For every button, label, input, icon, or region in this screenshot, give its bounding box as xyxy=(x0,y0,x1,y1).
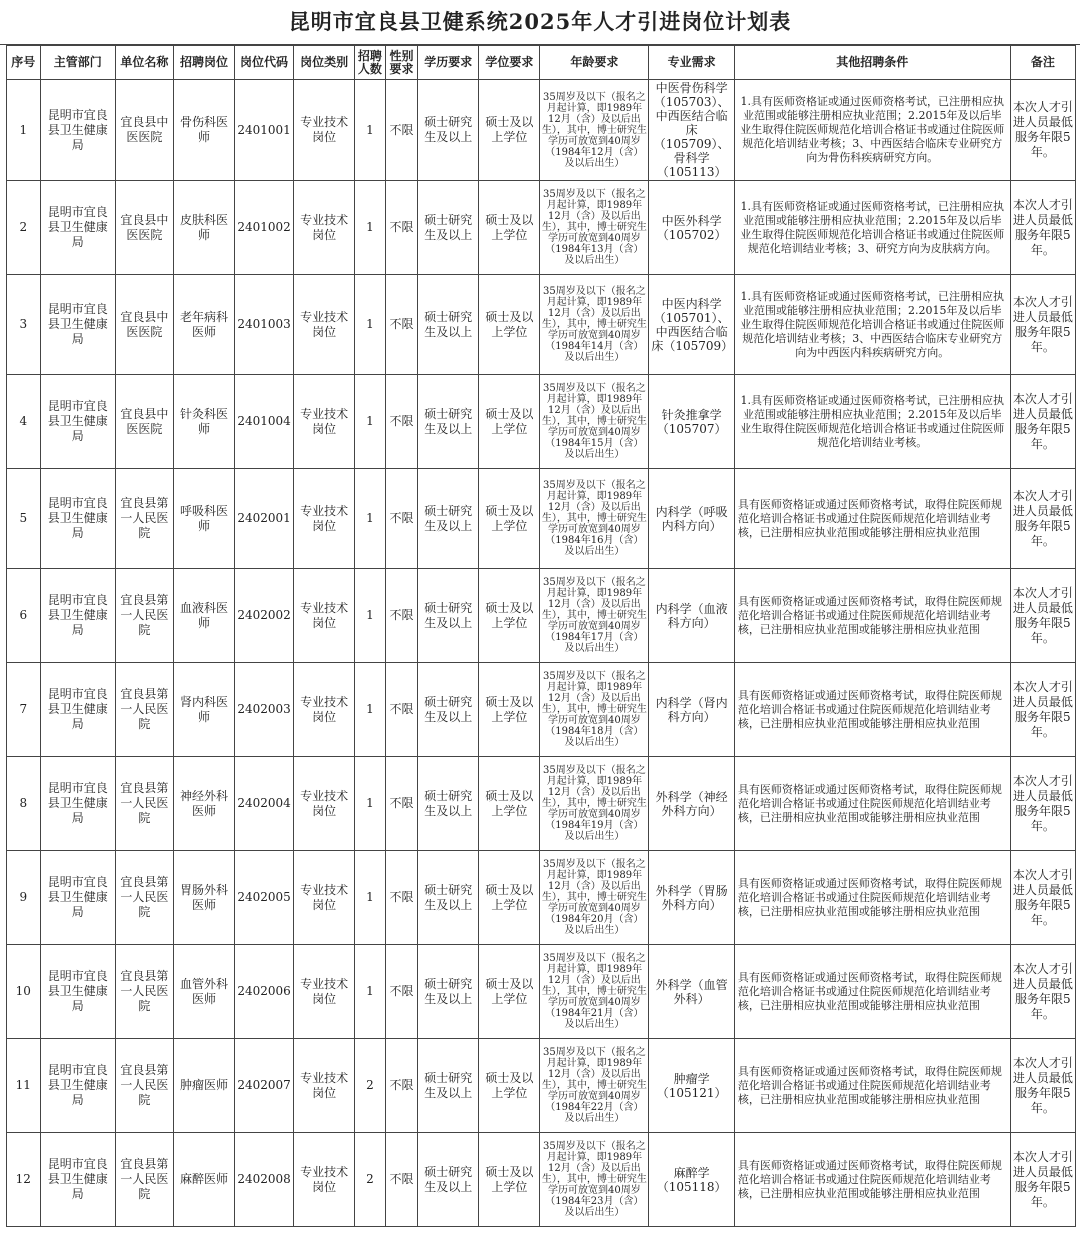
cell-post: 胃肠外科医师 xyxy=(173,851,234,945)
table-row xyxy=(7,569,1076,663)
cell-degree: 硕士及以上学位 xyxy=(479,469,540,569)
cell-gender: 不限 xyxy=(385,569,418,663)
cell-count: 2 xyxy=(355,1039,386,1133)
cell-age: 35周岁及以下（报名之月起计算，即1989年12月（含）及以后出生），其中，博士研究生学历可放宽到40周岁（1984年19月（含）及以后出生） xyxy=(540,757,649,851)
cell-other: 具有医师资格证或通过医师资格考试，取得住院医师规范化培训合格证书或通过住院医师规范化培训结业考核，已注册相应执业范围或能够注册相应执业范围 xyxy=(734,1133,1010,1227)
header-col-note: 备注 xyxy=(1010,46,1075,80)
cell-major: 中医骨伤科学（105703）、中西医结合临床（105709）、骨科学（105113） xyxy=(649,80,735,181)
cell-post: 血液科医师 xyxy=(173,569,234,663)
header-col-age: 年龄要求 xyxy=(540,46,649,80)
cell-code: 2402006 xyxy=(235,945,294,1039)
cell-unit: 宜良县中医医院 xyxy=(115,375,173,469)
cell-count: 1 xyxy=(355,181,386,275)
cell-note: 本次人才引进人员最低服务年限5年。 xyxy=(1010,569,1075,663)
cell-dept: 昆明市宜良县卫生健康局 xyxy=(40,757,115,851)
cell-major: 内科学（血液科方向） xyxy=(649,569,735,663)
table-row xyxy=(7,469,1076,569)
header-col-category: 岗位类别 xyxy=(294,46,355,80)
cell-code: 2402002 xyxy=(235,569,294,663)
cell-major: 麻醉学（105118） xyxy=(649,1133,735,1227)
cell-category: 专业技术岗位 xyxy=(294,181,355,275)
cell-code: 2402004 xyxy=(235,757,294,851)
cell-age: 35周岁及以下（报名之月起计算，即1989年12月（含）及以后出生），其中，博士研究生学历可放宽到40周岁（1984年14月（含）及以后出生） xyxy=(540,275,649,375)
cell-no: 10 xyxy=(7,945,41,1039)
cell-code: 2401004 xyxy=(235,375,294,469)
cell-unit: 宜良县第一人民医院 xyxy=(115,469,173,569)
cell-degree: 硕士及以上学位 xyxy=(479,663,540,757)
cell-post: 皮肤科医师 xyxy=(173,181,234,275)
cell-other: 1.具有医师资格证或通过医师资格考试，已注册相应执业范围或能够注册相应执业范围；2.2015年及以后毕业生取得住院医师规范化培训合格证书或通过住院医师规范化培训结业考核；3、中西医结合临床专业研究方向为中西医内科疾病研究方向。 xyxy=(734,275,1010,375)
cell-code: 2401001 xyxy=(235,80,294,181)
cell-no: 1 xyxy=(7,80,41,181)
cell-gender: 不限 xyxy=(385,851,418,945)
cell-other: 1.具有医师资格证或通过医师资格考试，已注册相应执业范围或能够注册相应执业范围；2.2015年及以后毕业生取得住院医师规范化培训合格证书或通过住院医师规范化培训结业考核；3、研究方向为皮肤病方向。 xyxy=(734,181,1010,275)
cell-degree: 硕士及以上学位 xyxy=(479,569,540,663)
cell-post: 骨伤科医师 xyxy=(173,80,234,181)
cell-dept: 昆明市宜良县卫生健康局 xyxy=(40,569,115,663)
cell-degree: 硕士及以上学位 xyxy=(479,945,540,1039)
cell-gender: 不限 xyxy=(385,1133,418,1227)
cell-category: 专业技术岗位 xyxy=(294,663,355,757)
cell-other: 具有医师资格证或通过医师资格考试，取得住院医师规范化培训合格证书或通过住院医师规范化培训结业考核，已注册相应执业范围或能够注册相应执业范围 xyxy=(734,945,1010,1039)
cell-other: 具有医师资格证或通过医师资格考试，取得住院医师规范化培训合格证书或通过住院医师规范化培训结业考核，已注册相应执业范围或能够注册相应执业范围 xyxy=(734,757,1010,851)
cell-post: 呼吸科医师 xyxy=(173,469,234,569)
cell-degree: 硕士及以上学位 xyxy=(479,1133,540,1227)
cell-major: 肿瘤学（105121） xyxy=(649,1039,735,1133)
job-plan-table xyxy=(6,45,1076,1227)
cell-post: 肿瘤医师 xyxy=(173,1039,234,1133)
cell-note: 本次人才引进人员最低服务年限5年。 xyxy=(1010,469,1075,569)
cell-dept: 昆明市宜良县卫生健康局 xyxy=(40,80,115,181)
cell-unit: 宜良县中医医院 xyxy=(115,275,173,375)
cell-category: 专业技术岗位 xyxy=(294,80,355,181)
cell-major: 内科学（呼吸内科方向） xyxy=(649,469,735,569)
cell-edu: 硕士研究生及以上 xyxy=(418,80,479,181)
cell-count: 1 xyxy=(355,275,386,375)
cell-note: 本次人才引进人员最低服务年限5年。 xyxy=(1010,275,1075,375)
cell-note: 本次人才引进人员最低服务年限5年。 xyxy=(1010,181,1075,275)
cell-category: 专业技术岗位 xyxy=(294,569,355,663)
cell-age: 35周岁及以下（报名之月起计算，即1989年12月（含）及以后出生），其中，博士研究生学历可放宽到40周岁（1984年20月（含）及以后出生） xyxy=(540,851,649,945)
cell-unit: 宜良县第一人民医院 xyxy=(115,569,173,663)
cell-post: 麻醉医师 xyxy=(173,1133,234,1227)
cell-dept: 昆明市宜良县卫生健康局 xyxy=(40,1133,115,1227)
cell-degree: 硕士及以上学位 xyxy=(479,757,540,851)
cell-major: 外科学（胃肠外科方向） xyxy=(649,851,735,945)
cell-age: 35周岁及以下（报名之月起计算，即1989年12月（含）及以后出生），其中，博士研究生学历可放宽到40周岁（1984年21月（含）及以后出生） xyxy=(540,945,649,1039)
cell-no: 2 xyxy=(7,181,41,275)
cell-degree: 硕士及以上学位 xyxy=(479,275,540,375)
cell-unit: 宜良县第一人民医院 xyxy=(115,1039,173,1133)
cell-note: 本次人才引进人员最低服务年限5年。 xyxy=(1010,1039,1075,1133)
cell-age: 35周岁及以下（报名之月起计算，即1989年12月（含）及以后出生），其中，博士研究生学历可放宽到40周岁（1984年16月（含）及以后出生） xyxy=(540,469,649,569)
table-row xyxy=(7,181,1076,275)
cell-other: 1.具有医师资格证或通过医师资格考试，已注册相应执业范围或能够注册相应执业范围；2.2015年及以后毕业生取得住院医师规范化培训合格证书或通过住院医师规范化培训结业考核。 xyxy=(734,375,1010,469)
cell-no: 12 xyxy=(7,1133,41,1227)
table-body xyxy=(7,80,1076,1227)
cell-age: 35周岁及以下（报名之月起计算，即1989年12月（含）及以后出生），其中，博士研究生学历可放宽到40周岁（1984年23月（含）及以后出生） xyxy=(540,1133,649,1227)
cell-other: 具有医师资格证或通过医师资格考试，取得住院医师规范化培训合格证书或通过住院医师规范化培训结业考核，已注册相应执业范围或能够注册相应执业范围 xyxy=(734,1039,1010,1133)
cell-age: 35周岁及以下（报名之月起计算，即1989年12月（含）及以后出生），其中，博士研究生学历可放宽到40周岁（1984年17月（含）及以后出生） xyxy=(540,569,649,663)
cell-edu: 硕士研究生及以上 xyxy=(418,663,479,757)
cell-edu: 硕士研究生及以上 xyxy=(418,569,479,663)
cell-category: 专业技术岗位 xyxy=(294,1039,355,1133)
cell-no: 11 xyxy=(7,1039,41,1133)
cell-note: 本次人才引进人员最低服务年限5年。 xyxy=(1010,1133,1075,1227)
header-col-unit: 单位名称 xyxy=(115,46,173,80)
cell-unit: 宜良县第一人民医院 xyxy=(115,945,173,1039)
cell-count: 1 xyxy=(355,80,386,181)
cell-unit: 宜良县中医医院 xyxy=(115,181,173,275)
cell-post: 血管外科医师 xyxy=(173,945,234,1039)
cell-edu: 硕士研究生及以上 xyxy=(418,375,479,469)
cell-major: 中医内科学（105701）、中西医结合临床（105709） xyxy=(649,275,735,375)
header-col-post: 招聘岗位 xyxy=(173,46,234,80)
cell-no: 3 xyxy=(7,275,41,375)
cell-post: 老年病科医师 xyxy=(173,275,234,375)
cell-edu: 硕士研究生及以上 xyxy=(418,275,479,375)
cell-count: 1 xyxy=(355,469,386,569)
cell-major: 针灸推拿学（105707） xyxy=(649,375,735,469)
cell-major: 中医外科学（105702） xyxy=(649,181,735,275)
header-col-other: 其他招聘条件 xyxy=(734,46,1010,80)
header-col-no: 序号 xyxy=(7,46,41,80)
cell-count: 1 xyxy=(355,663,386,757)
cell-count: 1 xyxy=(355,945,386,1039)
cell-category: 专业技术岗位 xyxy=(294,757,355,851)
cell-category: 专业技术岗位 xyxy=(294,1133,355,1227)
cell-code: 2401002 xyxy=(235,181,294,275)
cell-unit: 宜良县第一人民医院 xyxy=(115,663,173,757)
cell-dept: 昆明市宜良县卫生健康局 xyxy=(40,851,115,945)
cell-category: 专业技术岗位 xyxy=(294,469,355,569)
cell-dept: 昆明市宜良县卫生健康局 xyxy=(40,469,115,569)
cell-no: 9 xyxy=(7,851,41,945)
cell-gender: 不限 xyxy=(385,181,418,275)
cell-post: 肾内科医师 xyxy=(173,663,234,757)
cell-unit: 宜良县中医医院 xyxy=(115,80,173,181)
header-col-count: 招聘人数 xyxy=(355,46,386,80)
cell-code: 2402005 xyxy=(235,851,294,945)
table-row xyxy=(7,275,1076,375)
cell-no: 8 xyxy=(7,757,41,851)
table-row xyxy=(7,375,1076,469)
cell-other: 1.具有医师资格证或通过医师资格考试，已注册相应执业范围或能够注册相应执业范围；2.2015年及以后毕业生取得住院医师规范化培训合格证书或通过住院医师规范化培训结业考核；3、中西医结合临床专业研究方向为骨伤科疾病研究方向。 xyxy=(734,80,1010,181)
table-row xyxy=(7,851,1076,945)
cell-dept: 昆明市宜良县卫生健康局 xyxy=(40,945,115,1039)
cell-no: 5 xyxy=(7,469,41,569)
cell-code: 2402007 xyxy=(235,1039,294,1133)
cell-unit: 宜良县第一人民医院 xyxy=(115,1133,173,1227)
cell-unit: 宜良县第一人民医院 xyxy=(115,757,173,851)
cell-age: 35周岁及以下（报名之月起计算，即1989年12月（含）及以后出生），其中，博士研究生学历可放宽到40周岁（1984年15月（含）及以后出生） xyxy=(540,375,649,469)
cell-edu: 硕士研究生及以上 xyxy=(418,1039,479,1133)
cell-major: 内科学（肾内科方向） xyxy=(649,663,735,757)
cell-code: 2402001 xyxy=(235,469,294,569)
cell-gender: 不限 xyxy=(385,275,418,375)
cell-unit: 宜良县第一人民医院 xyxy=(115,851,173,945)
cell-count: 1 xyxy=(355,757,386,851)
table-row xyxy=(7,80,1076,181)
cell-age: 35周岁及以下（报名之月起计算，即1989年12月（含）及以后出生），其中，博士研究生学历可放宽到40周岁（1984年13月（含）及以后出生） xyxy=(540,181,649,275)
cell-no: 6 xyxy=(7,569,41,663)
cell-edu: 硕士研究生及以上 xyxy=(418,469,479,569)
cell-note: 本次人才引进人员最低服务年限5年。 xyxy=(1010,375,1075,469)
cell-note: 本次人才引进人员最低服务年限5年。 xyxy=(1010,663,1075,757)
cell-note: 本次人才引进人员最低服务年限5年。 xyxy=(1010,757,1075,851)
cell-edu: 硕士研究生及以上 xyxy=(418,181,479,275)
cell-gender: 不限 xyxy=(385,663,418,757)
header-col-major: 专业需求 xyxy=(649,46,735,80)
cell-count: 2 xyxy=(355,1133,386,1227)
cell-note: 本次人才引进人员最低服务年限5年。 xyxy=(1010,851,1075,945)
cell-major: 外科学（血管外科） xyxy=(649,945,735,1039)
cell-count: 1 xyxy=(355,569,386,663)
cell-edu: 硕士研究生及以上 xyxy=(418,851,479,945)
cell-degree: 硕士及以上学位 xyxy=(479,1039,540,1133)
header-col-code: 岗位代码 xyxy=(235,46,294,80)
cell-major: 外科学（神经外科方向） xyxy=(649,757,735,851)
cell-count: 1 xyxy=(355,375,386,469)
cell-degree: 硕士及以上学位 xyxy=(479,375,540,469)
cell-edu: 硕士研究生及以上 xyxy=(418,945,479,1039)
cell-post: 神经外科医师 xyxy=(173,757,234,851)
cell-gender: 不限 xyxy=(385,945,418,1039)
cell-code: 2402008 xyxy=(235,1133,294,1227)
cell-gender: 不限 xyxy=(385,757,418,851)
table-row xyxy=(7,945,1076,1039)
header-col-gender: 性别要求 xyxy=(385,46,418,80)
cell-count: 1 xyxy=(355,851,386,945)
cell-age: 35周岁及以下（报名之月起计算，即1989年12月（含）及以后出生），其中，博士研究生学历可放宽到40周岁（1984年22月（含）及以后出生） xyxy=(540,1039,649,1133)
header-col-dept: 主管部门 xyxy=(40,46,115,80)
cell-gender: 不限 xyxy=(385,1039,418,1133)
table-row xyxy=(7,663,1076,757)
cell-other: 具有医师资格证或通过医师资格考试，取得住院医师规范化培训合格证书或通过住院医师规范化培训结业考核，已注册相应执业范围或能够注册相应执业范围 xyxy=(734,469,1010,569)
cell-category: 专业技术岗位 xyxy=(294,375,355,469)
cell-age: 35周岁及以下（报名之月起计算，即1989年12月（含）及以后出生），其中，博士研究生学历可放宽到40周岁（1984年12月（含）及以后出生） xyxy=(540,80,649,181)
cell-gender: 不限 xyxy=(385,375,418,469)
cell-category: 专业技术岗位 xyxy=(294,851,355,945)
cell-no: 7 xyxy=(7,663,41,757)
cell-code: 2401003 xyxy=(235,275,294,375)
cell-dept: 昆明市宜良县卫生健康局 xyxy=(40,663,115,757)
cell-note: 本次人才引进人员最低服务年限5年。 xyxy=(1010,945,1075,1039)
table-row xyxy=(7,757,1076,851)
cell-degree: 硕士及以上学位 xyxy=(479,181,540,275)
cell-no: 4 xyxy=(7,375,41,469)
cell-degree: 硕士及以上学位 xyxy=(479,80,540,181)
cell-gender: 不限 xyxy=(385,469,418,569)
header-row xyxy=(7,46,1076,80)
cell-category: 专业技术岗位 xyxy=(294,275,355,375)
cell-post: 针灸科医师 xyxy=(173,375,234,469)
table-row xyxy=(7,1133,1076,1227)
cell-gender: 不限 xyxy=(385,80,418,181)
cell-other: 具有医师资格证或通过医师资格考试，取得住院医师规范化培训合格证书或通过住院医师规范化培训结业考核，已注册相应执业范围或能够注册相应执业范围 xyxy=(734,663,1010,757)
cell-other: 具有医师资格证或通过医师资格考试，取得住院医师规范化培训合格证书或通过住院医师规范化培训结业考核，已注册相应执业范围或能够注册相应执业范围 xyxy=(734,569,1010,663)
cell-edu: 硕士研究生及以上 xyxy=(418,757,479,851)
cell-category: 专业技术岗位 xyxy=(294,945,355,1039)
header-col-edu: 学历要求 xyxy=(418,46,479,80)
page-title: 昆明市宜良县卫健系统2025年人才引进岗位计划表 xyxy=(0,0,1080,45)
table-row xyxy=(7,1039,1076,1133)
cell-dept: 昆明市宜良县卫生健康局 xyxy=(40,181,115,275)
cell-dept: 昆明市宜良县卫生健康局 xyxy=(40,375,115,469)
cell-note: 本次人才引进人员最低服务年限5年。 xyxy=(1010,80,1075,181)
cell-degree: 硕士及以上学位 xyxy=(479,851,540,945)
cell-edu: 硕士研究生及以上 xyxy=(418,1133,479,1227)
cell-code: 2402003 xyxy=(235,663,294,757)
header-col-degree: 学位要求 xyxy=(479,46,540,80)
cell-dept: 昆明市宜良县卫生健康局 xyxy=(40,1039,115,1133)
cell-age: 35周岁及以下（报名之月起计算，即1989年12月（含）及以后出生），其中，博士研究生学历可放宽到40周岁（1984年18月（含）及以后出生） xyxy=(540,663,649,757)
cell-dept: 昆明市宜良县卫生健康局 xyxy=(40,275,115,375)
cell-other: 具有医师资格证或通过医师资格考试，取得住院医师规范化培训合格证书或通过住院医师规范化培训结业考核，已注册相应执业范围或能够注册相应执业范围 xyxy=(734,851,1010,945)
